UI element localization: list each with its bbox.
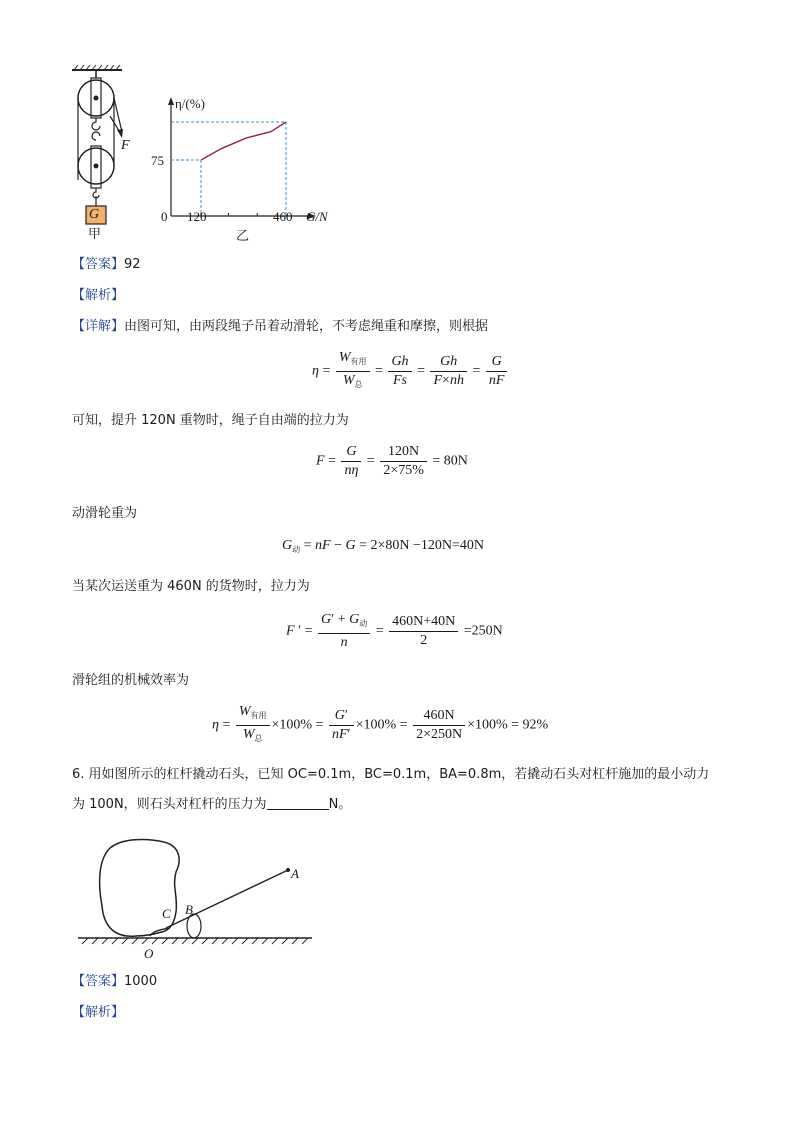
question-6-line1: 6. 用如图所示的杠杆撬动石头，已知 OC=0.1m，BC=0.1m，BA=0.8m，若撬动石头对杠杆施加的最小动力: [72, 767, 710, 782]
figure-caption-jia: 甲: [88, 227, 102, 242]
lever-figure: [76, 836, 316, 956]
question-6-line2: [72, 796, 351, 814]
text-pulley-weight: 动滑轮重为: [72, 506, 138, 521]
answer-tag-6: 【答案】: [72, 974, 125, 989]
detail-tag: 【详解】: [72, 319, 125, 334]
y-tick-label: 75: [151, 153, 164, 168]
formula-pulley-weight: $G_动$ = nF − G = 2×80N −120N=40N: [282, 538, 485, 554]
formula-efficiency-general: η = $\frac{W_{有用}}{W_总}$ = $\frac{Gh}{Fs}$ = $\frac{Gh}{F\times nh}$ = $\frac{G}{nF}$: [312, 350, 509, 393]
figure-caption-yi: 乙: [236, 229, 250, 244]
detail-line: [72, 318, 488, 336]
answer-line: [72, 256, 141, 274]
point-B-label: B: [185, 902, 193, 917]
text-pull-force: 可知，提升 120N 重物时，绳子自由端的拉力为: [72, 413, 349, 428]
x-tick-label-1: 120: [187, 209, 207, 224]
text-new-load: 当某次运送重为 460N 的货物时，拉力为: [72, 579, 310, 594]
analysis-tag: 【解析】: [72, 288, 125, 303]
y-axis-arrow: [168, 97, 174, 105]
formula-efficiency-result: η = $\frac{W_{有用}}{W_总}$ ×100% = $\frac{G'}{nF'}$ ×100% = $\frac{460N}{2\times 250N}$ ×100% = 92%: [212, 704, 549, 743]
question-6-text-b: N。: [328, 797, 352, 812]
x-tick-label-2: 460: [273, 209, 293, 224]
formula-pull-force: F = $\frac{G}{n\eta}$ = $\frac{120N}{2\times 75\%}$ = 80N: [316, 444, 468, 478]
point-C-label: C: [162, 906, 171, 921]
point-A-label: A: [291, 866, 299, 881]
x-axis-label: G/N: [306, 209, 328, 224]
detail-text: 由图可知，由两段绳子吊着动滑轮，不考虑绳重和摩擦，则根据: [124, 319, 489, 334]
force-label: F: [121, 138, 130, 153]
answer-line-6: [72, 973, 157, 991]
weight-label: G: [89, 207, 100, 222]
point-O-label: O: [144, 946, 154, 961]
y-axis-label: η/(%): [175, 96, 205, 111]
question-6-text-a: 为 100N，则石头对杠杆的压力为: [72, 797, 267, 812]
text-efficiency: 滑轮组的机械效率为: [72, 673, 190, 688]
formula-new-force: F ′ = $\frac{G' + G_动}{n}$ = $\frac{460N+40N}{2}$ =250N: [286, 612, 503, 650]
answer-blank: [267, 797, 329, 810]
analysis-tag-6: 【解析】: [72, 1005, 125, 1020]
answer-tag: 【答案】: [72, 257, 125, 272]
efficiency-curve: [201, 122, 286, 160]
origin-label: 0: [161, 209, 168, 224]
answer-value: 92: [124, 257, 141, 272]
answer-value-6: 1000: [124, 974, 158, 989]
